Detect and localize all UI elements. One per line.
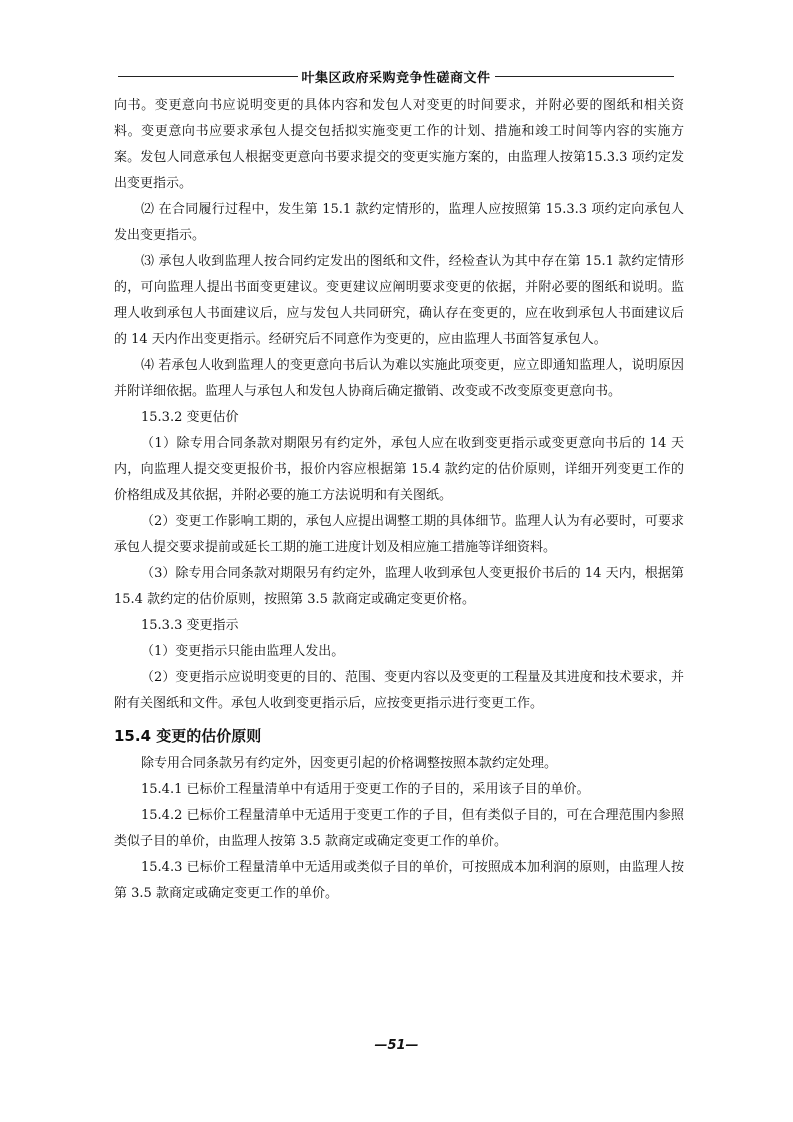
- paragraph-item-4: ⑷ 若承包人收到监理人的变更意向书后认为难以实施此项变更，应立即通知监理人，说明原因并附详细依据。监理人与承包人和发包人协商后确定撤销、改变或不改变原变更意向书。: [114, 358, 684, 399]
- header-title: 叶集区政府采购竞争性磋商文件: [301, 70, 491, 86]
- paragraph-principle-15-4-2: 15.4.2 已标价工程量清单中无适用于变更工作的子目，但有类似子目的，可在合理范围内参照类似子目的单价，由监理人按第 3.5 款商定或确定变更工作的单价。: [114, 808, 684, 849]
- header-rule-right: [495, 76, 675, 77]
- header-rule-left: [118, 76, 298, 77]
- paragraph-item-3: ⑶ 承包人收到监理人按合同约定发出的图纸和文件，经检查认为其中存在第 15.1 款约定情形的，可向监理人提出书面变更建议。变更建议应阐明要求变更的依据，并附必要的图纸和说明。监理人收到承包人书面建议后，应与发包人共同研究，确认存在变更的，应在收到承包人书面建议后的 14 天内作出变更指示。经研究后不同意作为变更的，应由监理人书面答复承包人。: [114, 254, 684, 347]
- paragraph-principle-15-4-3: 15.4.3 已标价工程量清单中无适用或类似子目的单价，可按照成本加利润的原则，由监理人按第 3.5 款商定或确定变更工作的单价。: [114, 860, 684, 901]
- paragraph-principle-intro: 除专用合同条款另有约定外，因变更引起的价格调整按照本款约定处理。: [141, 756, 558, 771]
- page-body: [114, 93, 684, 907]
- paragraph-valuation-1: （1）除专用合同条款对期限另有约定外，承包人应在收到变更指示或变更意向书后的 14 天内，向监理人提交变更报价书，报价内容应根据第 15.4 款约定的估价原则，详细开列变更工作的价格组成及其依据，并附必要的施工方法说明和有关图纸。: [114, 436, 684, 503]
- paragraph-valuation-3: （3）除专用合同条款对期限另有约定外，监理人收到承包人变更报价书后的 14 天内，根据第 15.4 款约定的估价原则，按照第 3.5 款商定或确定变更价格。: [114, 566, 684, 607]
- page-number: —51—: [374, 1038, 419, 1053]
- page-header: [118, 66, 674, 86]
- paragraph-instruction-2: （2）变更指示应说明变更的目的、范围、变更内容以及变更的工程量及其进度和技术要求，并附有关图纸和文件。承包人收到变更指示后，应按变更指示进行变更工作。: [114, 670, 684, 711]
- paragraph-valuation-2: （2）变更工作影响工期的，承包人应提出调整工期的具体细节。监理人认为有必要时，可要求承包人提交要求提前或延长工期的施工进度计划及相应施工措施等详细资料。: [114, 514, 684, 555]
- paragraph-instruction-1: （1）变更指示只能由监理人发出。: [141, 644, 345, 659]
- paragraph-principle-15-4-1: 15.4.1 已标价工程量清单中有适用于变更工作的子目的，采用该子目的单价。: [141, 782, 590, 797]
- subsection-heading-15-3-3: 15.3.3 变更指示: [141, 618, 239, 633]
- paragraph-continuation: 向书。变更意向书应说明变更的具体内容和发包人对变更的时间要求，并附必要的图纸和相关资料。变更意向书应要求承包人提交包括拟实施变更工作的计划、措施和竣工时间等内容的实施方案。发包人同意承包人根据变更意向书要求提交的变更实施方案的，由监理人按第15.3.3 项约定发出变更指示。: [114, 98, 684, 191]
- section-heading-15-4: 15.4 变更的估价原则: [114, 727, 262, 745]
- paragraph-item-2: ⑵ 在合同履行过程中，发生第 15.1 款约定情形的，监理人应按照第 15.3.3 项约定向承包人发出变更指示。: [114, 202, 684, 243]
- subsection-heading-15-3-2: 15.3.2 变更估价: [141, 410, 239, 425]
